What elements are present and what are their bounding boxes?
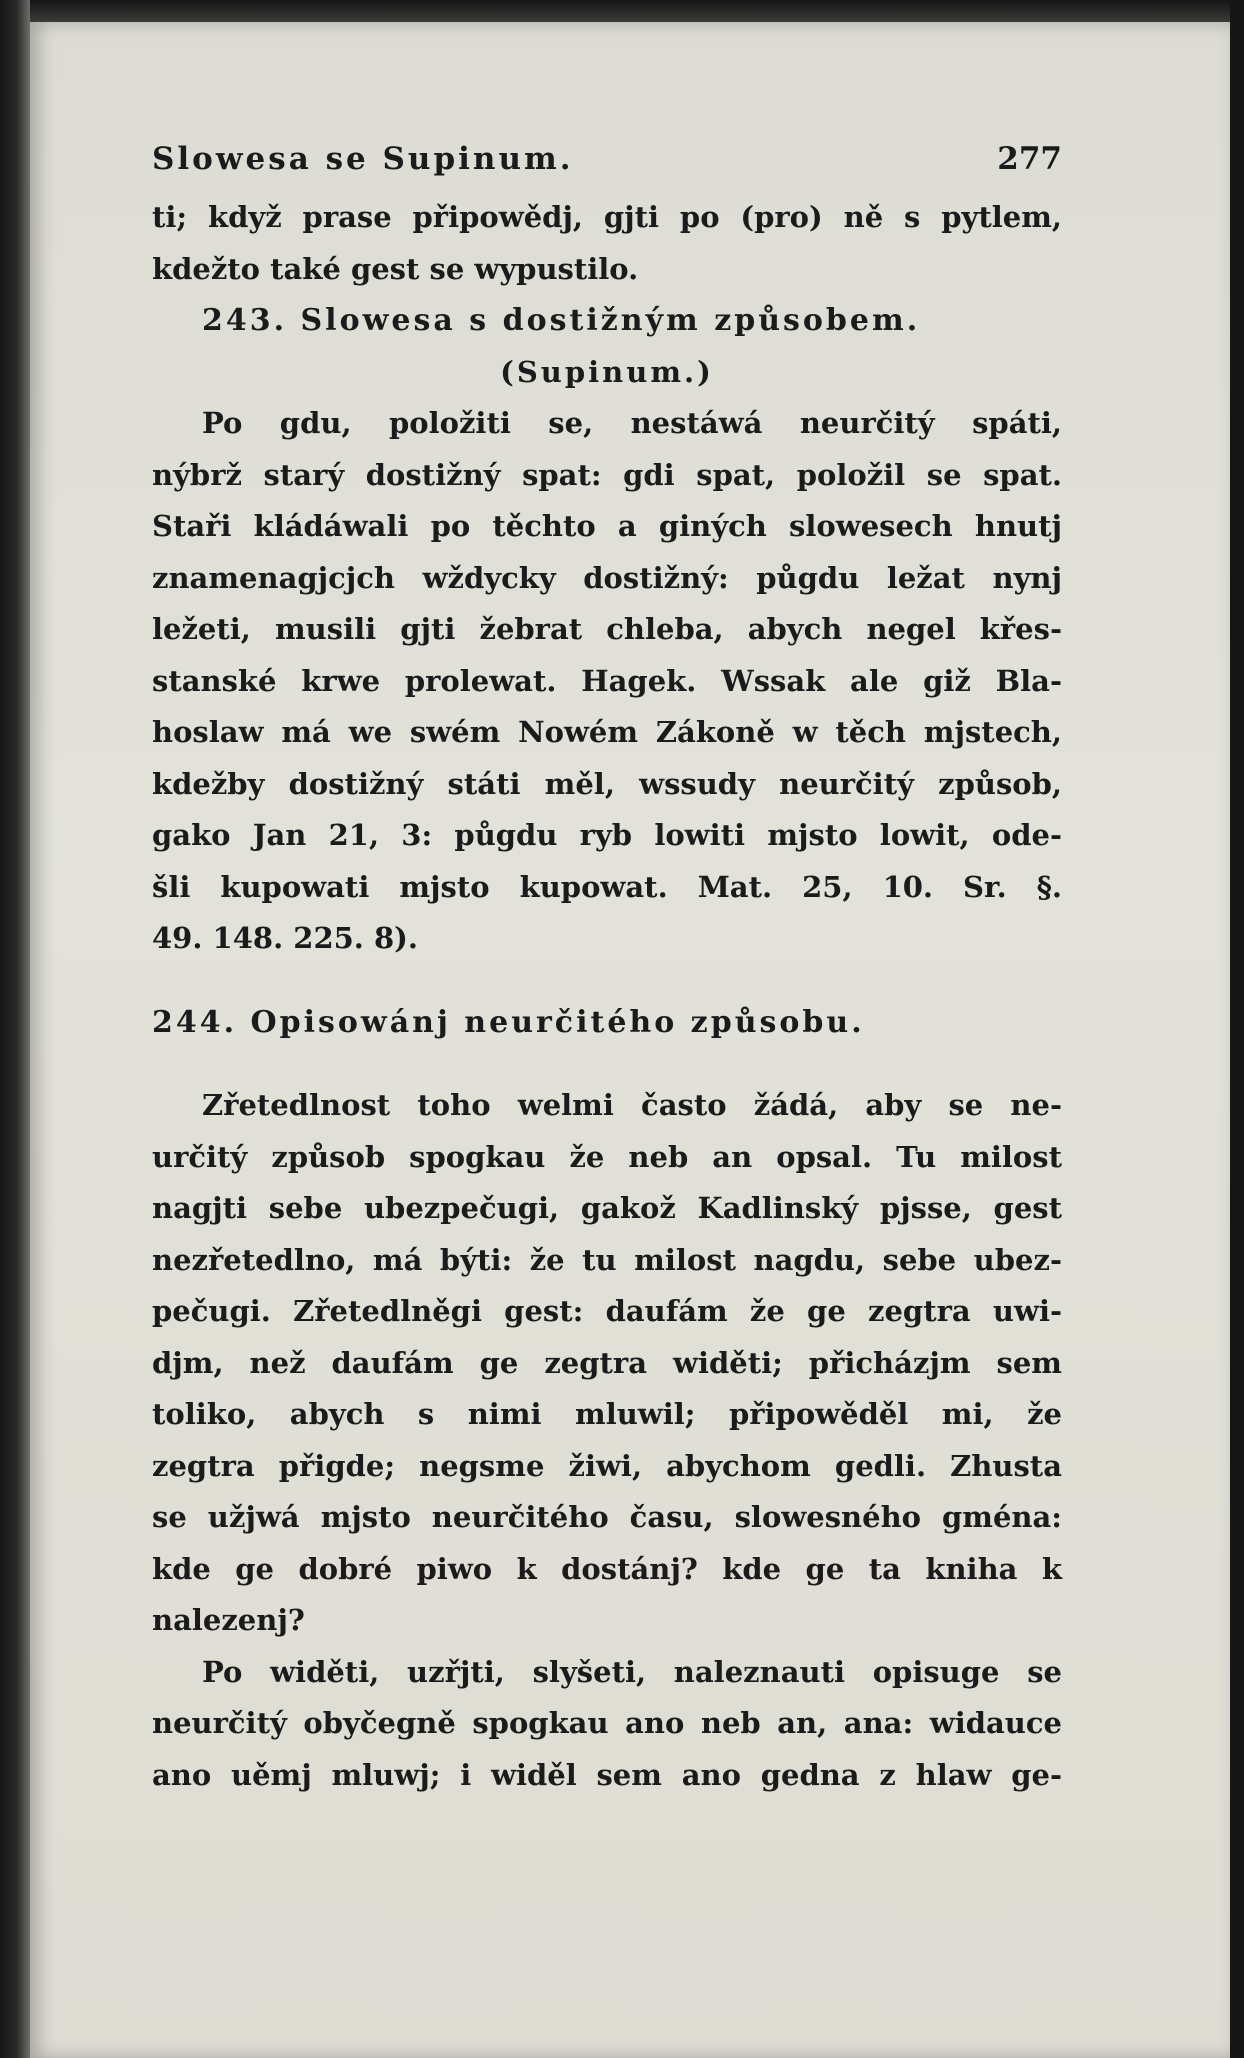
section-gap [152,1048,1062,1080]
text-line: Zřetedlnost toho welmi často žádá, aby se ne- [202,1088,1062,1122]
text-line: Po gdu, položiti se, nestáwá neurčitý spáti, [202,406,1062,440]
page-header [152,134,1062,192]
text-line: kde ge dobré piwo k dostánj? kde ge ta kniha k [152,1551,1062,1586]
text-line: neurčitý obyčegně spogkau ano neb an, ana: widauce [152,1706,1062,1740]
section-heading-243: 243. Slowesa s dostižným způsobem. [202,303,921,338]
text-line: Po widěti, uzřjti, slyšeti, naleznauti opisuge se [202,1654,1062,1689]
section-heading-244: 244. Opisowánj neurčitého způsobu. [152,1004,865,1040]
text-line: ano uěmj mluwj; i widěl sem ano gedna z hlaw ge- [152,1757,1062,1792]
text-line: djm, než daufám ge zegtra widěti; přicházjm sem [152,1345,1062,1380]
page-number: 277 [997,141,1062,177]
text-line: pečugi. Zřetedlněgi gest: daufám že ge zegtra uwi- [152,1294,1062,1328]
text-line: kdežto také gest se wypustilo. [152,251,639,286]
text-line: nalezenj? [152,1603,305,1637]
text-line: stanské krwe prolewat. Hagek. Wssak ale giž Bla- [152,663,1062,698]
section-subheading-243: (Supinum.) [500,354,714,389]
text-line: nagjti sebe ubezpečugi, gakož Kadlinský pjsse, gest [152,1191,1062,1225]
text-line: hoslaw má we swém Nowém Zákoně w těch mjstech, [152,715,1062,749]
text-line: se užjwá mjsto neurčitého času, slowesného gména: [152,1500,1062,1534]
page-text [152,134,1062,1801]
text-line: ležeti, musili gjti žebrat chleba, abych negel křes- [152,612,1062,646]
section-gap [152,965,1062,997]
text-line: ti; když prase připowědj, gjti po (pro) ně s pytlem, [152,200,1062,234]
text-line: určitý způsob spogkau že neb an opsal. Tu milost [152,1139,1062,1174]
text-line: kdežby dostižný státi měl, wssudy neurčitý způsob, [152,766,1062,801]
text-line: znamenagjcjch wždycky dostižný: půgdu ležat nynj [152,560,1062,595]
text-line: šli kupowati mjsto kupowat. Mat. 25, 10. Sr. §. [152,869,1062,904]
book-gutter-shadow [0,0,30,2058]
scan-right-edge [1230,0,1244,2058]
text-line: nezřetedlno, má býti: že tu milost nagdu, sebe ubez- [152,1242,1062,1277]
text-line: 49. 148. 225. 8). [152,921,418,955]
text-line: toliko, abych s nimi mluwil; připowěděl mi, že [152,1397,1062,1431]
text-line: zegtra přigde; negsme žiwi, abychom gedli. Zhusta [152,1448,1062,1483]
text-line: gako Jan 21, 3: půgdu ryb lowiti mjsto lowit, ode- [152,818,1062,852]
text-line: nýbrž starý dostižný spat: gdi spat, položil se spat. [152,457,1062,492]
text-line: Staři kládáwali po těchto a giných slowesech hnutj [152,509,1062,543]
scan-top-edge [0,0,1244,22]
running-head: Slowesa se Supinum. [152,141,574,177]
